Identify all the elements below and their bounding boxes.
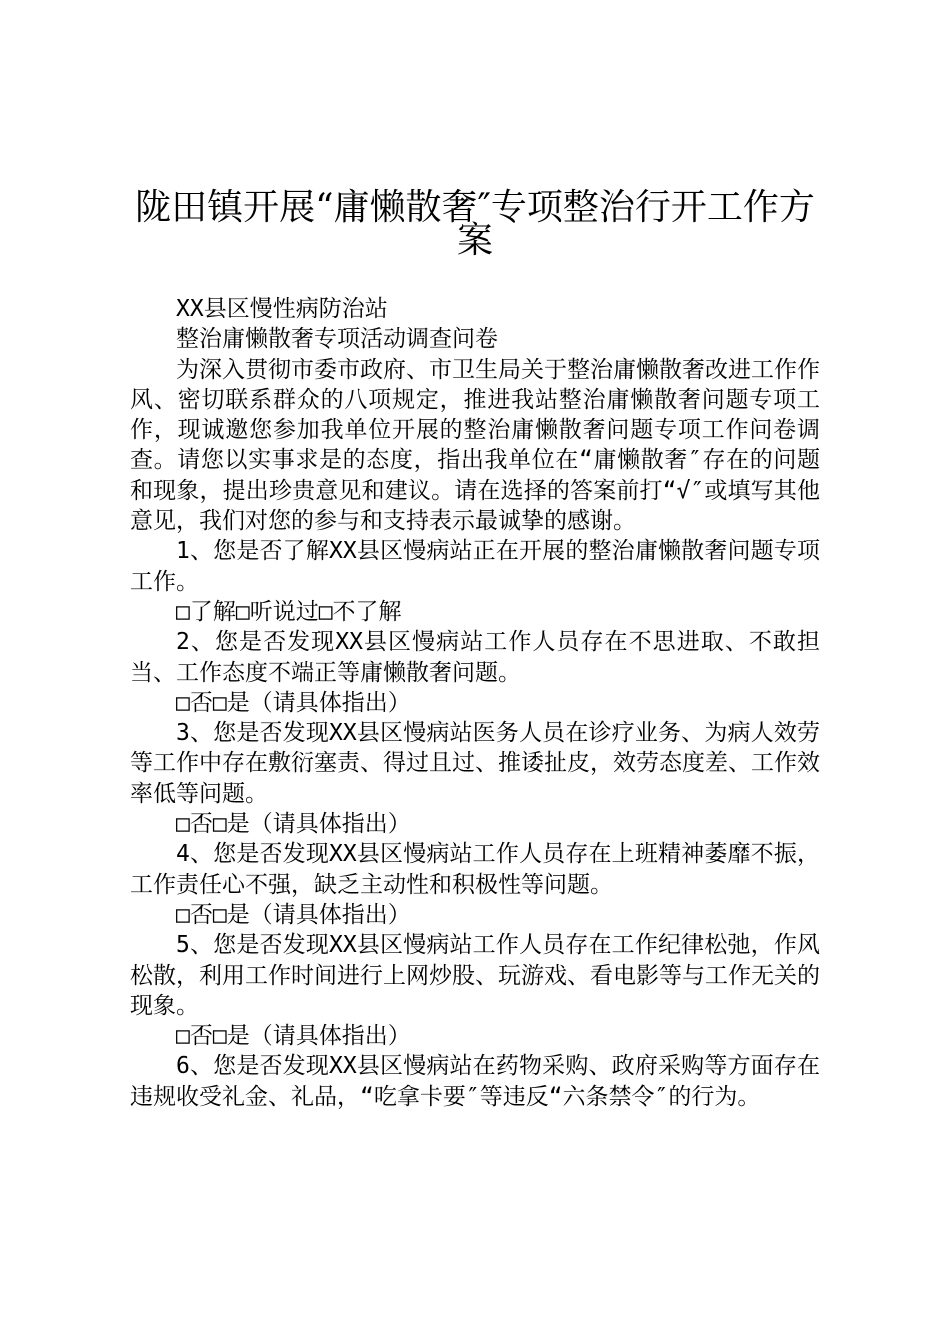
question-2-options: □否□是（请具体指出） xyxy=(176,689,411,716)
question-1: 1、您是否了解XX县区慢病站正在开展的整治庸懒散奢问题专项工作。 xyxy=(130,538,820,595)
document-title-line-2: 案 xyxy=(456,220,493,261)
question-6: 6、您是否发现XX县区慢病站在药物采购、政府采购等方面存在违规收受礼金、礼品，“吃拿卡要″等违反“六条禁令″的行为。 xyxy=(130,1053,820,1110)
question-5: 5、您是否发现XX县区慢病站工作人员存在工作纪律松弛，作风松散，利用工作时间进行上网炒股、玩游戏、看电影等与工作无关的现象。 xyxy=(130,932,820,1019)
question-4-options: □否□是（请具体指出） xyxy=(176,901,411,928)
question-5-options: □否□是（请具体指出） xyxy=(176,1023,411,1050)
survey-title: 整治庸懒散奢专项活动调查问卷 xyxy=(176,326,498,353)
document-body xyxy=(130,294,820,1112)
question-1-options: □了解□听说过□不了解 xyxy=(176,598,402,625)
survey-introduction: 为深入贯彻市委市政府、市卫生局关于整治庸懒散奢改进工作作风、密切联系群众的八项规定，推进我站整治庸懒散奢问题专项工作，现诚邀您参加我单位开展的整治庸懒散奢问题专项工作问卷调查。请您以实事求是的态度，指出我单位在“庸懒散奢″存在的问题和现象，提出珍贵意见和建议。请在选择的答案前打“√″或填写其他意见，我们对您的参与和支持表示最诚挚的感谢。 xyxy=(130,356,820,535)
question-2: 2、您是否发现XX县区慢病站工作人员存在不思进取、不敢担当、工作态度不端正等庸懒散奢问题。 xyxy=(130,629,820,686)
question-3: 3、您是否发现XX县区慢病站医务人员在诊疗业务、为病人效劳等工作中存在敷衍塞责、得过且过、推诿扯皮，效劳态度差、工作效率低等问题。 xyxy=(130,720,820,807)
organization-name: XX县区慢性病防治站 xyxy=(176,296,388,322)
question-3-options: □否□是（请具体指出） xyxy=(176,811,411,838)
document-title-line-1: 陇田镇开展“庸懒散奢″专项整治行开工作方 xyxy=(135,187,815,228)
question-4: 4、您是否发现XX县区慢病站工作人员存在上班精神萎靡不振，工作责任心不强，缺乏主动性和积极性等问题。 xyxy=(130,841,820,898)
